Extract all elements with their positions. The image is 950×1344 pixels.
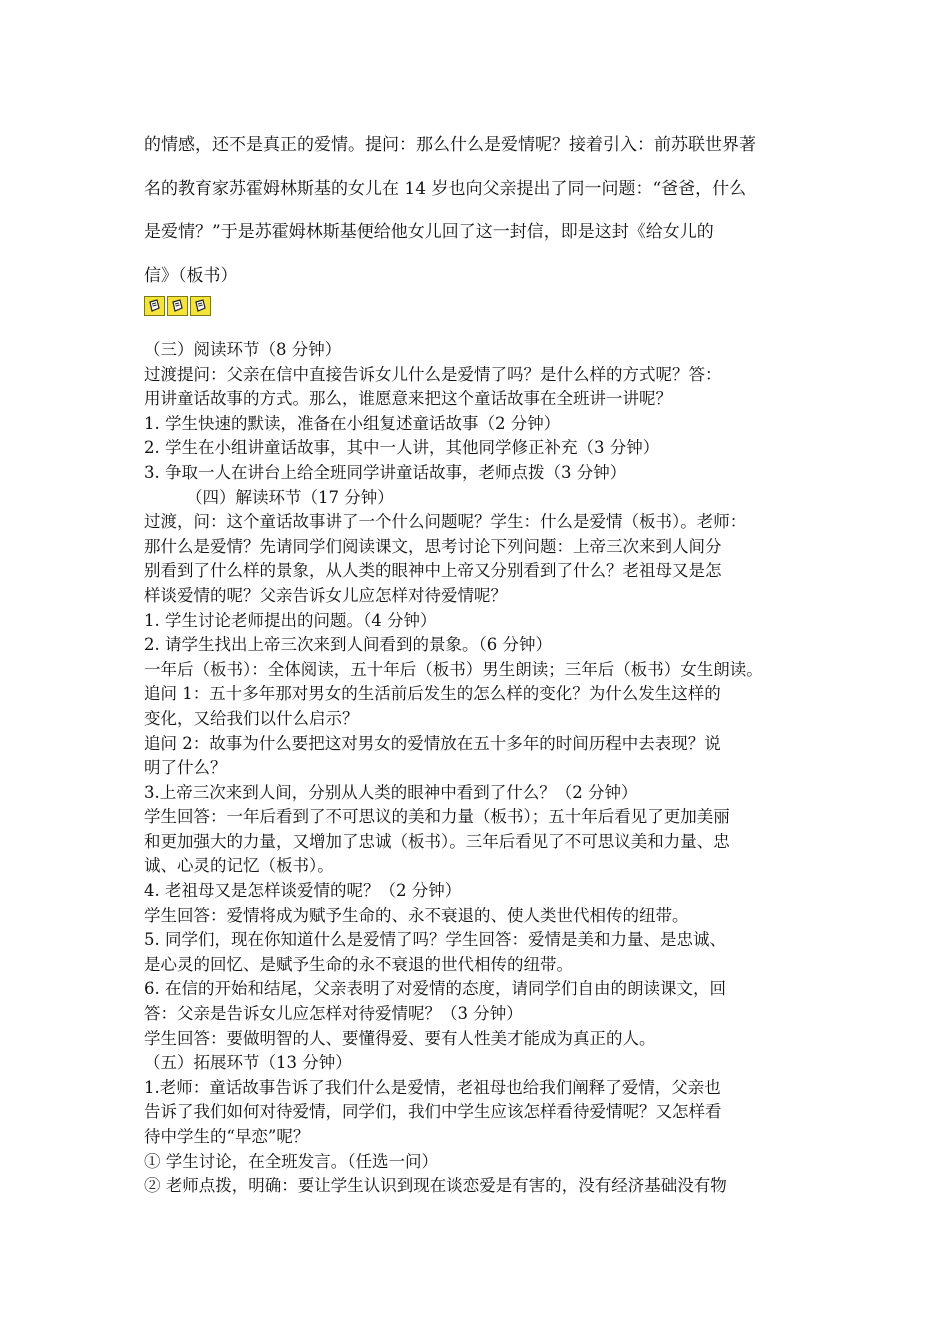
text-line: 答：父亲是告诉女儿应怎样对待爱情呢？（3 分钟） — [144, 1004, 523, 1024]
text-line: 追问 1：五十多年那对男女的生活前后发生的怎么样的变化？为什么发生这样的 — [144, 684, 721, 704]
list-item: 3.上帝三次来到人间，分别从人类的眼神中看到了什么？（2 分钟） — [144, 782, 638, 802]
text-line: 学生回答：一年后看到了不可思议的美和力量（板书）；五十年后看见了更加美丽 — [144, 807, 730, 827]
text-line: 是心灵的回忆、是赋予生命的永不衰退的世代相传的纽带。 — [144, 954, 573, 974]
text-line: 一年后（板书）：全体阅读，五十年后（板书）男生朗读；三年后（板书）女生朗读。 — [144, 659, 763, 679]
list-item: ② 老师点拨，明确：要让学生认识到现在谈恋爱是有害的，没有经济基础没有物 — [144, 1176, 727, 1196]
text-line: 变化，又给我们以什么启示？ — [144, 708, 359, 728]
text-line: 别看到了什么样的景象，从人类的眼神中上帝又分别看到了什么？老祖母又是怎 — [144, 561, 722, 581]
text-line: 过渡，问：这个童话故事讲了一个什么问题呢？学生：什么是爱情（板书）。老师： — [144, 512, 747, 532]
section-heading: （五）拓展环节（13 分钟） — [144, 1053, 352, 1073]
text-line: 诚、心灵的记忆（板书）。 — [144, 856, 334, 876]
list-item: 1. 学生讨论老师提出的问题。（4 分钟） — [144, 610, 437, 630]
section-heading: （四）解读环节（17 分钟） — [186, 487, 394, 507]
document-icon — [190, 296, 211, 316]
document-icon — [144, 296, 165, 316]
text-line: 和更加强大的力量，又增加了忠诚（板书）。三年后看见了不可思议美和力量、忠 — [144, 831, 730, 851]
list-item: ① 学生讨论，在全班发言。（任选一问） — [144, 1151, 438, 1171]
text-line: 过渡提问：父亲在信中直接告诉女儿什么是爱情了吗？是什么样的方式呢？答： — [144, 364, 722, 384]
text-line: 学生回答：要做明智的人、要懂得爱、要有人性美才能成为真正的人。 — [144, 1028, 656, 1048]
text-line: 那什么是爱情？先请同学们阅读课文，思考讨论下列问题：上帝三次来到人间分 — [144, 536, 722, 556]
list-item: 2. 请学生找出上帝三次来到人间看到的景象。（6 分钟） — [144, 635, 552, 655]
text-line: 信》（板书） — [144, 265, 238, 286]
list-item: 2. 学生在小组讲童话故事，其中一人讲，其他同学修正补充（3 分钟） — [144, 438, 660, 458]
document-icon — [167, 296, 188, 316]
text-line: 追问 2：故事为什么要把这对男女的爱情放在五十多年的时间历程中去表现？说 — [144, 733, 721, 753]
list-item: 1.老师：童话故事告诉了我们什么是爱情，老祖母也给我们阐释了爱情，父亲也 — [144, 1077, 721, 1097]
text-line: 学生回答：爱情将成为赋予生命的、永不衰退的、使人类世代相传的纽带。 — [144, 905, 689, 925]
text-line: 的情感，还不是真正的爱情。提问：那么什么是爱情呢？接着引入：前苏联世界著 — [144, 135, 756, 155]
lesson-body — [144, 338, 814, 1199]
text-line: 是爱情？”于是苏霍姆林斯基便给他女儿回了这一封信，即是这封《给女儿的 — [144, 222, 714, 242]
text-line: 待中学生的“早恋”呢？ — [144, 1127, 310, 1146]
list-item: 1. 学生快速的默读，准备在小组复述童话故事（2 分钟） — [144, 413, 561, 433]
text-line: 用讲童话故事的方式。那么，谁愿意来把这个童话故事在全班讲一讲呢？ — [144, 389, 672, 409]
list-item: 6. 在信的开始和结尾，父亲表明了对爱情的态度，请同学们自由的朗读课文，回 — [144, 979, 726, 999]
section-heading: （三）阅读环节（8 分钟） — [144, 340, 342, 359]
icon-strip — [144, 296, 211, 316]
list-item: 4. 老祖母又是怎样谈爱情的呢？（2 分钟） — [144, 881, 462, 901]
intro-paragraph — [144, 124, 814, 298]
text-line: 样谈爱情的呢？父亲告诉女儿应怎样对待爱情呢？ — [144, 585, 507, 605]
list-item: 5. 同学们，现在你知道什么是爱情了吗？学生回答：爱情是美和力量、是忠诚、 — [144, 930, 726, 950]
text-line: 告诉了我们如何对待爱情，同学们，我们中学生应该怎样看待爱情呢？又怎样看 — [144, 1102, 722, 1122]
text-line: 明了什么？ — [144, 758, 227, 778]
text-line: 名的教育家苏霍姆林斯基的女儿在 14 岁也向父亲提出了同一问题：“爸爸，什么 — [144, 178, 747, 199]
list-item: 3. 争取一人在讲台上给全班同学讲童话故事，老师点拨（3 分钟） — [144, 462, 627, 482]
